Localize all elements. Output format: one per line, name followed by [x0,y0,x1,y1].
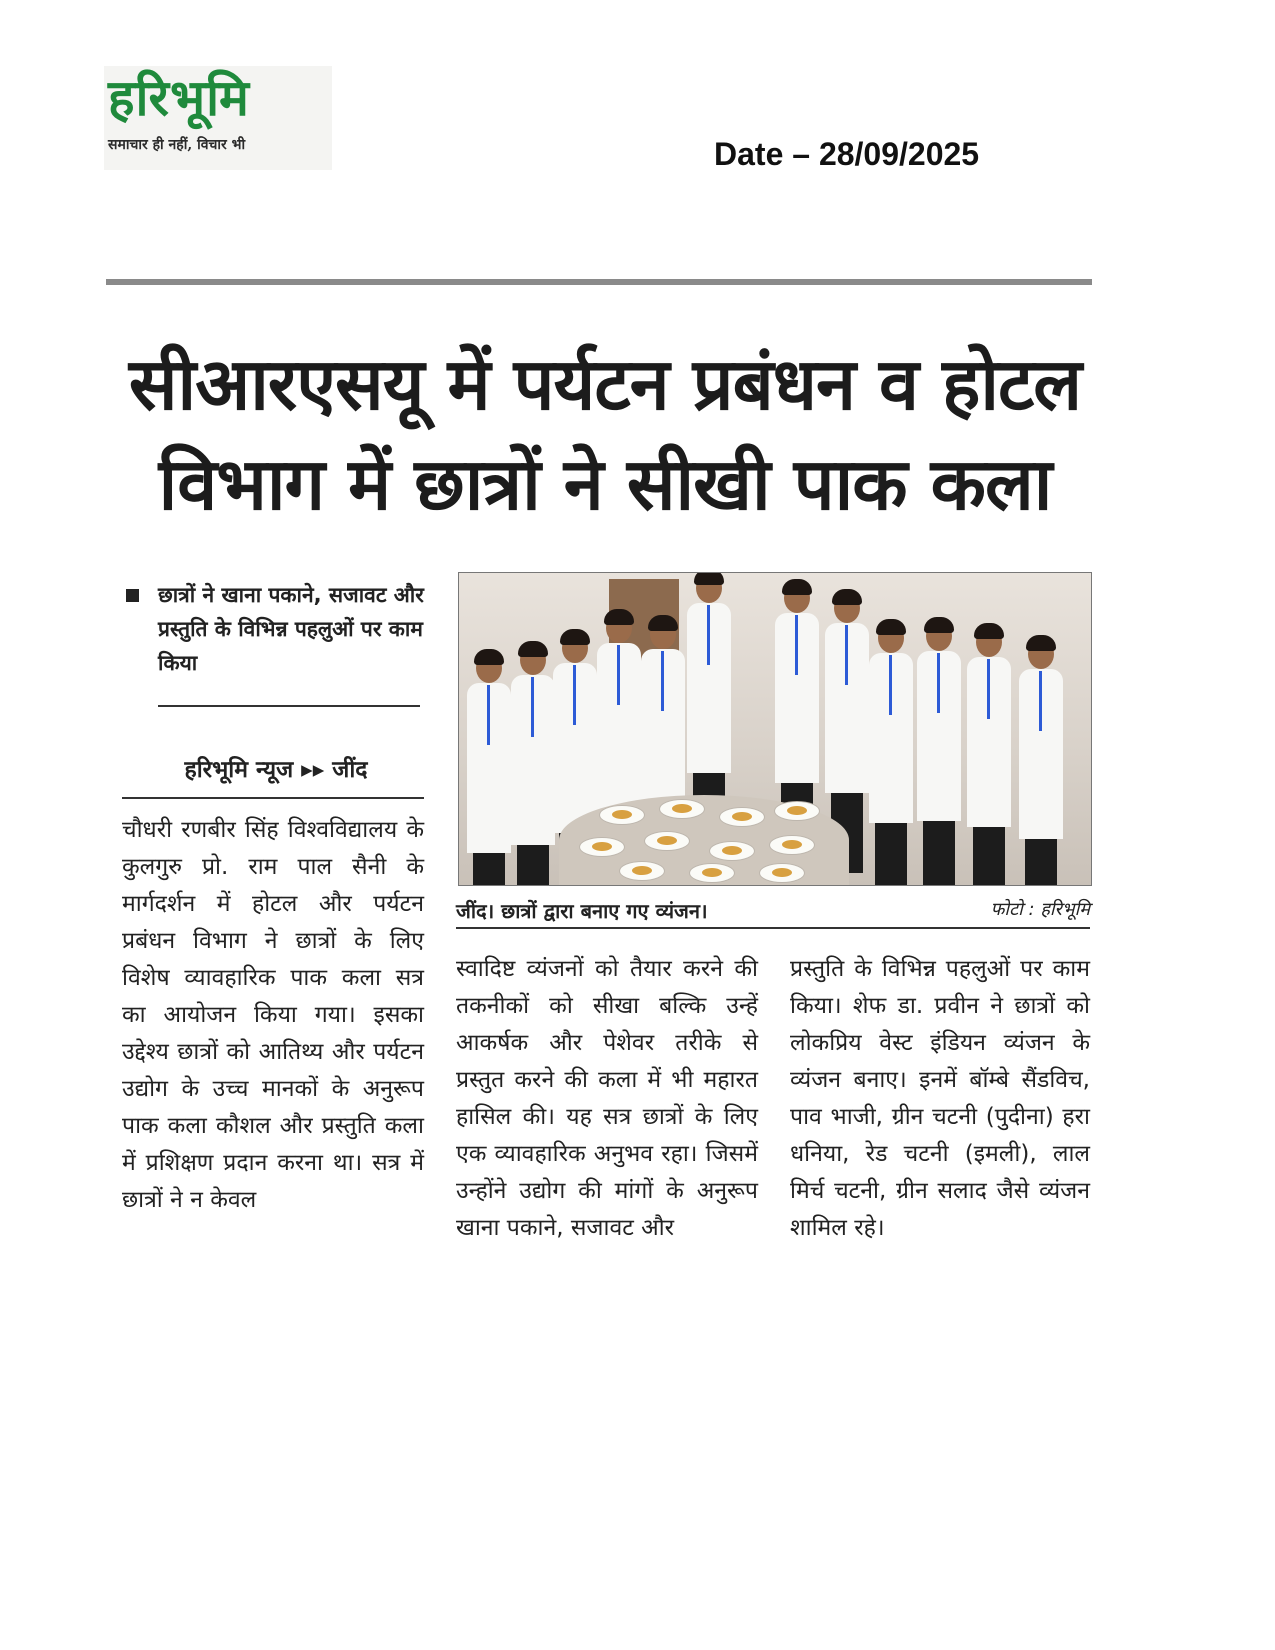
highlight-text: छात्रों ने खाना पकाने, सजावट और प्रस्तुति के विभिन्न पहलुओं पर काम किया [158,583,424,675]
food-plate [599,805,645,825]
food-plate [579,837,625,857]
food-plate [689,863,735,883]
photo-caption: जींद। छात्रों द्वारा बनाए गए व्यंजन। [456,899,708,923]
byline-divider [122,797,424,799]
article-headline [110,334,1100,534]
article-photo [458,572,1092,886]
caption-divider [456,927,1090,929]
date-label: Date – 28/09/2025 [714,136,980,172]
photo-food-table [559,795,849,885]
logo-name: हरिभूमि [108,69,250,127]
food-plate [659,799,705,819]
top-divider [106,279,1092,285]
article-column-2: स्वादिष्ट व्यंजनों को तैयार करने की तकनीकों को सीखा बल्कि उन्हें आकर्षक और पेशेवर तरीके से प्रस्तुत करने की कला में भी महारत हासिल की। यह सत्र छात्रों के लिए एक व्यावहारिक अनुभव रहा। जिसमें उन्होंने उद्योग की मांगों के अनुरूप खाना पकाने, सजावट और [456,956,758,1241]
square-bullet-icon [126,589,139,602]
logo-tagline: समाचार ही नहीं, विचार भी [108,137,246,153]
food-plate [709,841,755,861]
headline-line-1: सीआरएसयू में पर्यटन प्रबंधन व होटल [128,342,1082,426]
food-plate [769,835,815,855]
food-plate [619,861,665,881]
byline: हरिभूमि न्यूज ▸▸ जींद [184,757,368,783]
headline-line-2: विभाग में छात्रों ने सीखी पाक कला [158,442,1052,526]
newspaper-logo [104,66,332,170]
photo-credit: फोटो : हरिभूमि [990,899,1090,920]
highlight-divider [158,705,420,707]
food-plate [719,807,765,827]
highlight-bullet [126,578,458,680]
article-column-1: चौधरी रणबीर सिंह विश्वविद्यालय के कुलगुरु प्रो. राम पाल सैनी के मार्गदर्शन में होटल और पर्यटन प्रबंधन विभाग ने छात्रों के लिए विशेष व्यावहारिक पाक कला सत्र का आयोजन किया गया। इसका उद्देश्य छात्रों को आतिथ्य और पर्यटन उद्योग के उच्च मानकों के अनुरूप पाक कला कौशल और प्रस्तुति कला में प्रशिक्षण प्रदान करना था। सत्र में छात्रों ने न केवल [122,817,424,1213]
article-column-3: प्रस्तुति के विभिन्न पहलुओं पर काम किया। शेफ डा. प्रवीन ने छात्रों को लोकप्रिय वेस्ट इंडियन व्यंजन के व्यंजन बनाए। इनमें बॉम्बे सैंडविच, पाव भाजी, ग्रीन चटनी (पुदीना) हरा धनिया, रेड चटनी (इमली), लाल मिर्च चटनी, ग्रीन सलाद जैसे व्यंजन शामिल रहे। [790,956,1090,1241]
food-plate [644,831,690,851]
food-plate [774,801,820,821]
food-plate [759,863,805,883]
